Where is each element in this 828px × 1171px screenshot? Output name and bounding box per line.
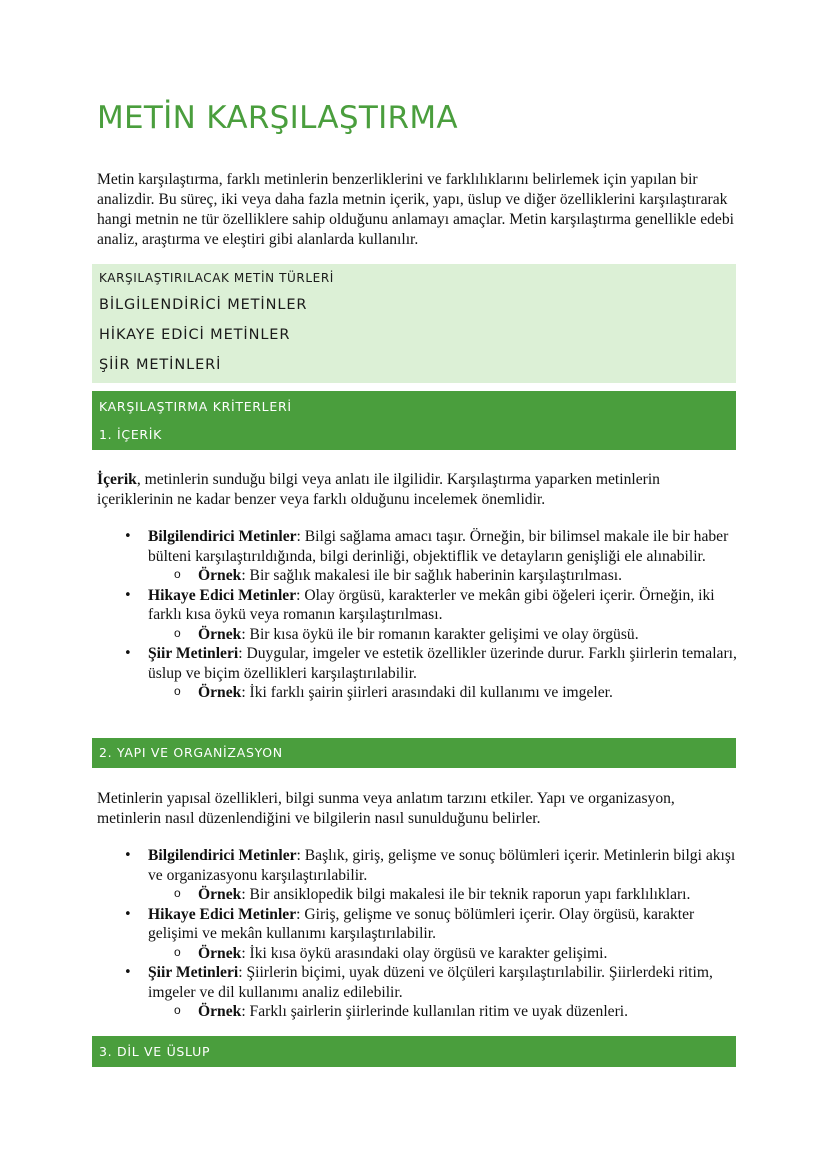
list-item [148,644,738,703]
text-types-heading: KARŞILAŞTIRILACAK METİN TÜRLERİ [99,271,334,285]
example-item [148,885,738,905]
list-item-label: Şiir Metinleri [148,964,239,981]
criteria-bar [92,391,736,450]
section-heading-structure: 2. YAPI VE ORGANİZASYON [99,745,283,760]
list-item [148,905,738,964]
example-text: : Bir sağlık makalesi ile bir sağlık haberinin karşılaştırılması. [241,567,622,584]
list-item-label: Şiir Metinleri [148,645,239,662]
structure-lead-paragraph: Metinlerin yapısal özellikleri, bilgi sunma veya anlatım tarzını etkiler. Yapı ve organizasyon, metinlerin nasıl düzenlendiğini ve bilgilerin nasıl sunulduğunu belirler. [97,790,675,827]
example-item [148,566,738,586]
list-item-label: Hikaye Edici Metinler [148,586,297,604]
list-item-label: Bilgilendirici Metinler [148,847,297,864]
example-text: : Farklı şairlerin şiirlerinde kullanılan ritim ve uyak düzenleri. [241,1003,629,1020]
text-type-item: ŞİİR METİNLERİ [99,357,222,373]
example-label: Örnek [198,1003,242,1020]
text-type-item: HİKAYE EDİCİ METİNLER [99,327,291,343]
example-item [148,1002,738,1022]
example-item [148,944,738,964]
list-item-text: : Bilgi sağlama amacı taşır. Örneğin, bir bilimsel makale ile bir haber bülteni karşılaştırıldığında, bilgi derinliği, objektiflik ve detayların genişliği ele alınabilir. [148,528,729,565]
text-types-box [92,264,736,383]
example-label: Örnek [198,567,242,584]
structure-bar [92,738,736,768]
criteria-heading: KARŞILAŞTIRMA KRİTERLERİ [99,399,292,414]
text-type-item: BİLGİLENDİRİCİ METİNLER [99,297,308,313]
list-item-text: : Duygular, imgeler ve estetik özellikler üzerinde durur. Farklı şiirlerin temaları, üslup ve biçim özellikleri karşılaştırılabilir. [148,645,737,682]
example-item [148,625,738,645]
list-item-text: : Olay örgüsü, karakterler ve mekân gibi öğeleri içerir. Örneğin, iki farklı kısa öykü veya romanın karşılaştırılması. [148,586,715,623]
example-text: : Bir kısa öykü ile bir romanın karakter gelişimi ve olay örgüsü. [241,625,639,643]
example-label: Örnek [198,886,242,903]
list-item-text: : Giriş, gelişme ve sonuç bölümleri içerir. Olay örgüsü, karakter gelişimi ve mekân kullanımı karşılaştırılabilir. [148,905,695,942]
list-item [148,963,738,1022]
list-item-text: : Şiirlerin biçimi, uyak düzeni ve ölçüleri karşılaştırılabilir. Şiirlerdeki ritim, imgeler ve dil kullanımı analiz edilebilir. [148,964,713,1001]
example-label: Örnek [198,625,242,643]
content-lead-text: , metinlerin sunduğu bilgi veya anlatı ile ilgilidir. Karşılaştırma yaparken metinlerin içeriklerinin ne kadar benzer veya farklı olduğunu incelemek önemlidir. [97,471,660,508]
example-text: : Bir ansiklopedik bilgi makalesi ile bir teknik raporun yapı farklılıkları. [241,886,691,903]
list-item [148,527,738,586]
example-text: : İki farklı şairin şiirleri arasındaki dil kullanımı ve imgeler. [241,684,613,701]
example-label: Örnek [198,944,242,962]
structure-list [148,846,738,1022]
list-item-text: : Başlık, giriş, gelişme ve sonuç bölümleri içerir. Metinlerin bilgi akışı ve organizasyonu karşılaştırılabilir. [148,847,736,884]
list-item-label: Bilgilendirici Metinler [148,528,297,545]
intro-paragraph: Metin karşılaştırma, farklı metinlerin benzerliklerini ve farklılıklarını belirlemek için yapılan bir analizdir. Bu süreç, iki veya daha fazla metnin içerik, yapı, üslup ve diğer özelliklerini karşılaştırarak hangi metnin ne tür özelliklere sahip olduğunu anlamayı amaçlar. Metin karşılaştırma genellikle edebi analiz, araştırma ve eleştiri gibi alanlarda kullanılır. [97,171,734,248]
list-item [148,586,738,645]
page-title: METİN KARŞILAŞTIRMA [97,100,458,136]
language-bar [92,1036,736,1067]
content-list [148,527,738,703]
list-item [148,846,738,905]
example-label: Örnek [198,684,242,701]
content-lead-bold: İçerik [97,471,137,488]
content-lead-paragraph [97,470,737,510]
example-text: : İki kısa öykü arasındaki olay örgüsü ve karakter gelişimi. [241,944,608,962]
example-item [148,683,738,703]
list-item-label: Hikaye Edici Metinler [148,905,297,923]
section-heading-content: 1. İÇERİK [99,427,163,442]
section-heading-language: 3. DİL VE ÜSLUP [99,1044,211,1059]
